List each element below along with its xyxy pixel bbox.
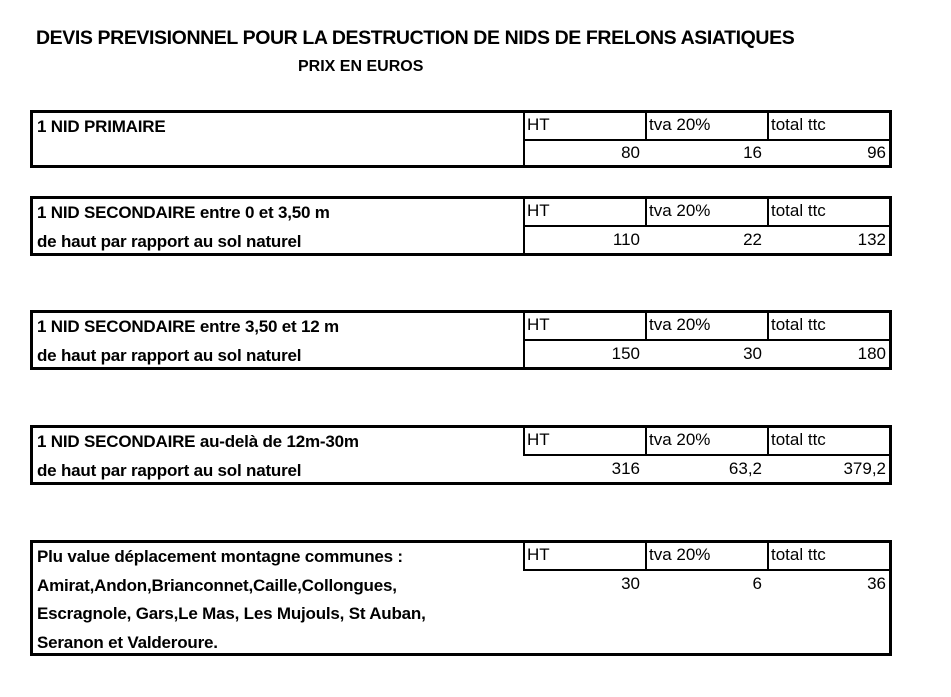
quote-item-secondary-nest-12-30m (30, 425, 892, 485)
tva-header: tva 20% (649, 430, 711, 449)
item-description-line: de haut par rapport au sol naturel (37, 231, 302, 251)
quote-item-mountain-travel-surcharge (30, 540, 892, 656)
item-description-line: Seranon et Valderoure. (37, 632, 218, 652)
item-description (37, 313, 339, 370)
ht-value: 30 (621, 574, 640, 593)
ht-value: 316 (611, 459, 640, 478)
ttc-header: total ttc (771, 315, 826, 334)
ttc-value: 36 (867, 574, 886, 593)
ttc-header: total ttc (771, 545, 826, 564)
item-description-line: 1 NID SECONDAIRE au-delà de 12m-30m (37, 432, 359, 451)
item-description-line: Amirat,Andon,Brianconnet,Caille,Collongues, (37, 575, 397, 595)
ht-header: HT (527, 201, 550, 220)
tva-value: 22 (743, 230, 762, 249)
ht-header: HT (527, 545, 550, 564)
item-description-line: Plu value déplacement montagne communes : (37, 547, 403, 566)
ttc-value: 180 (857, 344, 886, 363)
ht-header: HT (527, 430, 550, 449)
tva-value: 6 (752, 574, 762, 593)
tva-header: tva 20% (649, 315, 711, 334)
quote-item-secondary-nest-3.5-12m (30, 310, 892, 370)
tva-header: tva 20% (649, 115, 711, 134)
tva-value: 16 (743, 143, 762, 162)
ttc-value: 132 (857, 230, 886, 249)
tva-value: 30 (743, 344, 762, 363)
item-description-line: de haut par rapport au sol naturel (37, 460, 302, 480)
item-description (37, 543, 426, 657)
ttc-header: total ttc (771, 201, 826, 220)
item-description (37, 199, 330, 256)
ht-header: HT (527, 115, 550, 134)
item-description (37, 428, 359, 485)
tva-header: tva 20% (649, 545, 711, 564)
ht-value: 150 (611, 344, 640, 363)
item-description-line: Escragnole, Gars,Le Mas, Les Mujouls, St Auban, (37, 604, 426, 623)
item-description-line: 1 NID PRIMAIRE (37, 117, 166, 136)
ttc-value: 379,2 (843, 459, 886, 478)
tva-header: tva 20% (649, 201, 711, 220)
quote-item-primary-nest (30, 110, 892, 168)
item-description-line: 1 NID SECONDAIRE entre 0 et 3,50 m (37, 203, 330, 222)
item-description-line: 1 NID SECONDAIRE entre 3,50 et 12 m (37, 317, 339, 336)
ht-value: 80 (621, 143, 640, 162)
item-description (37, 113, 166, 142)
document-title: DEVIS PREVISIONNEL POUR LA DESTRUCTION DE NIDS DE FRELONS ASIATIQUES (36, 27, 795, 49)
ht-header: HT (527, 315, 550, 334)
ht-value: 110 (612, 230, 640, 249)
ttc-header: total ttc (771, 430, 826, 449)
tva-value: 63,2 (728, 459, 762, 478)
quote-item-secondary-nest-0-3.5m (30, 196, 892, 256)
ttc-value: 96 (867, 143, 886, 162)
item-description-line: de haut par rapport au sol naturel (37, 345, 302, 365)
ttc-header: total ttc (771, 115, 826, 134)
document-subtitle: PRIX EN EUROS (298, 58, 424, 75)
